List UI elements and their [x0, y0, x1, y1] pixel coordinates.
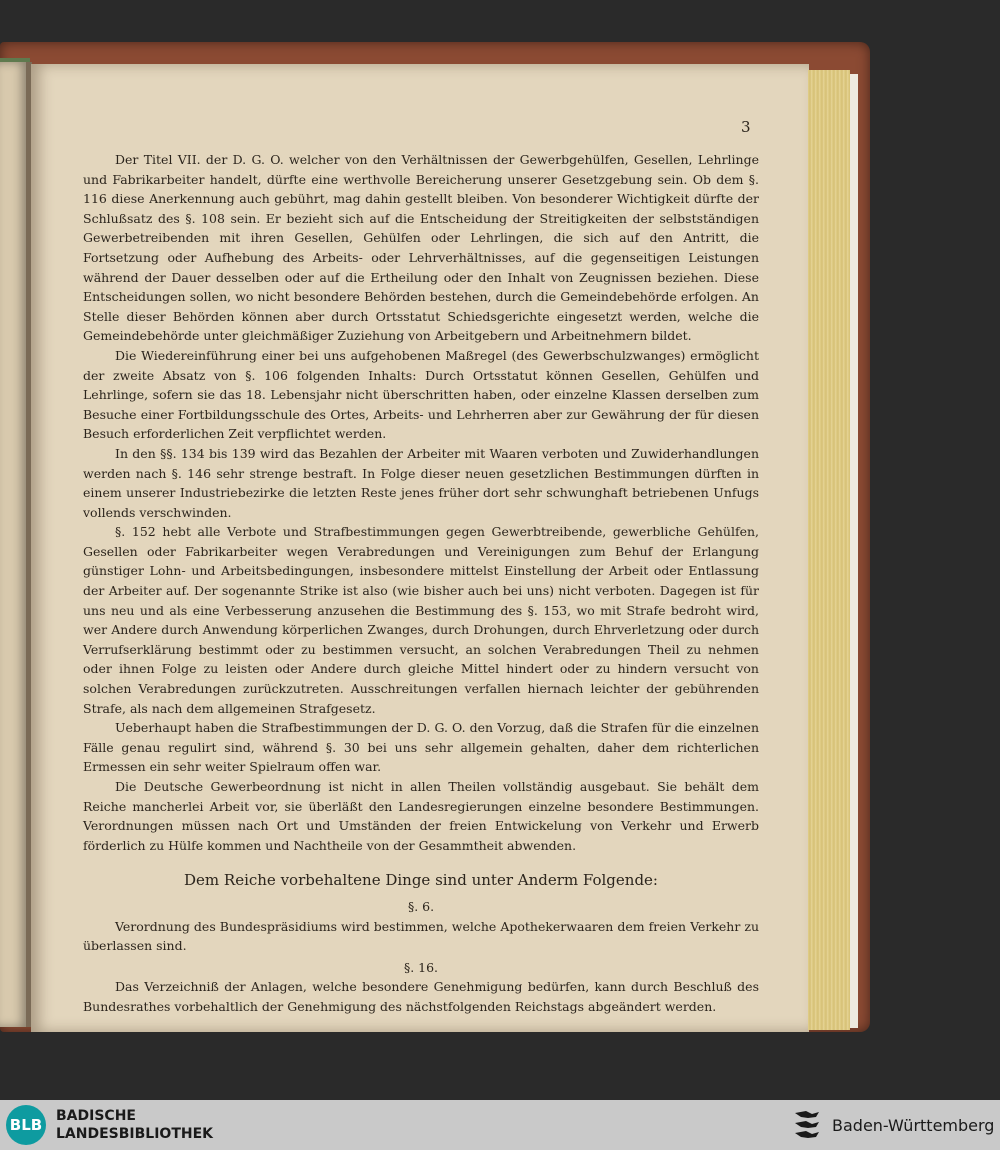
paragraph: Die Deutsche Gewerbeordnung ist nicht in allen Theilen vollständig ausgebaut. Sie behält dem Reiche mancherlei Arbeit vor, sie überläßt den Landesregierungen einzelne besondere Bestimmungen. Verordnungen müssen nach Ort und Umständen der freien Entwickelung von Verkehr und Erwerb förderlich zu Hülfe kommen und Nachtheile von der Gesammtheit abwenden. — [83, 779, 759, 853]
paragraph: Die Wiedereinführung einer bei uns aufgehobenen Maßregel (des Gewerbschulzwanges) ermöglicht der zweite Absatz von §. 106 folgenden Inhalts: Durch Ortsstatut können Gesellen, Gehülfen und Lehrlinge, sofern sie das 18. Lebensjahr nicht überschritten haben, oder einzelne Klassen derselben zum Besuche einer Fortbildungsschule des Ortes, Arbeits- und Lehrherren aber zur Gewährung der für diesen Besuch erforderlichen Zeit verpflichtet werden. — [83, 347, 759, 442]
page-text — [83, 150, 759, 1017]
state-label: Baden-Württemberg — [832, 1115, 995, 1135]
left-page — [0, 62, 28, 1027]
section-heading: Dem Reiche vorbehaltene Dinge sind unter Anderm Folgende: — [184, 871, 658, 890]
institution-line: BADISCHE — [56, 1108, 136, 1124]
paragraph: Der Titel VII. der D. G. O. welcher von den Verhältnissen der Gewerbgehülfen, Gesellen, Lehrlinge und Fabrikarbeiter handelt, dürfte eine werthvolle Bereicherung unserer Gesetzgebung sein. Ob dem §. 116 diese Anerkennung auch gebührt, mag dahin gestellt bleiben. Von besonderer Wichtigkeit dürfte der Schlußsatz des §. 108 sein. Er bezieht sich auf die Entscheidung der Streitigkeiten der selbstständigen Gewerbetreibenden mit ihren Gesellen, Gehülfen oder Lehrlingen, die sich auf den Antritt, die Fortsetzung oder Aufhebung des Arbeits- oder Lehrverhältnisses, auf die gegenseitigen Leistungen während der Dauer desselben oder auf die Ertheilung oder den Inhalt von Zeugnissen beziehen. Diese Entscheidungen sollen, wo nicht besondere Behörden bestehen, durch die Gemeindebehörde erfolgen. An Stelle dieser Behörden können aber durch Ortsstatut Schiedsgerichte eingesetzt werden, welche die Gemeindebehörde unter gleichmäßiger Zuziehung von Arbeitgebern und Arbeitnehmern bildet. — [83, 152, 759, 344]
paragraph: In den §§. 134 bis 139 wird das Bezahlen der Arbeiter mit Waaren verboten und Zuwiderhandlungen werden nach §. 146 sehr strenge bestraft. In Folge dieser neuen gesetzlichen Bestimmungen dürften in einem unserer Industriebezirke die letzten Reste jenes früher dort sehr schwunghaft betriebenen Unfugs vollends verschwinden. — [83, 445, 759, 520]
lions-icon — [792, 1108, 822, 1142]
section-ref: §. 6. — [407, 898, 435, 914]
section-text: Das Verzeichniß der Anlagen, welche besondere Genehmigung bedürfen, kann durch Beschluß des Bundesrathes vorbehaltlich der Genehmigung des nächstfolgenden Reichstags abgeändert werden. — [83, 979, 759, 1014]
institution-name[interactable] — [56, 1107, 213, 1143]
section-text: Verordnung des Bundespräsidiums wird bestimmen, welche Apothekerwaaren dem freien Verkehr zu überlassen sind. — [83, 918, 759, 954]
blb-logo[interactable]: BLB — [6, 1105, 46, 1145]
page-edge-white — [850, 74, 858, 1028]
page-number: 3 — [741, 118, 751, 136]
institution-line: LANDESBIBLIOTHEK — [56, 1126, 214, 1142]
state-logo[interactable] — [792, 1108, 994, 1142]
section-ref: §. 16. — [403, 959, 439, 975]
paragraph: Ueberhaupt haben die Strafbestimmungen der D. G. O. den Vorzug, daß die Strafen für die einzelnen Fälle genau regulirt sind, während §. 30 bei uns sehr allgemein gehalten, daher dem richterlichen Ermessen ein sehr weiter Spielraum offen war. — [83, 720, 759, 775]
paragraph: §. 152 hebt alle Verbote und Strafbestimmungen gegen Gewerbtreibende, gewerbliche Gehülfen, Gesellen oder Fabrikarbeiter wegen Verabredungen und Vereinigungen zum Behuf der Erlangung günstiger Lohn- und Arbeitsbedingungen, insbesondere mittelst Einstellung der Arbeit oder Entlassung der Arbeiter auf. Der sogenannte Strike ist also (wie bisher auch bei uns) nicht verboten. Dagegen ist für uns neu und als eine Verbesserung anzusehen die Bestimmung des §. 153, wo mit Strafe bedroht wird, wer Andere durch Anwendung körperlichen Zwanges, durch Drohungen, durch Ehrverletzung oder durch Verrufserklärung bestimmt oder zu bestimmen versucht, an solchen Verabredungen Theil zu nehmen oder ihnen Folge zu leisten oder Andere durch gleiche Mittel hindert oder zu hindern versucht von solchen Verabredungen zurückzutreten. Ausschreitungen verfallen hiernach leichter der gebührenden Strafe, als nach dem allgemeinen Strafgesetz. — [83, 524, 759, 716]
page-edges — [808, 70, 850, 1030]
